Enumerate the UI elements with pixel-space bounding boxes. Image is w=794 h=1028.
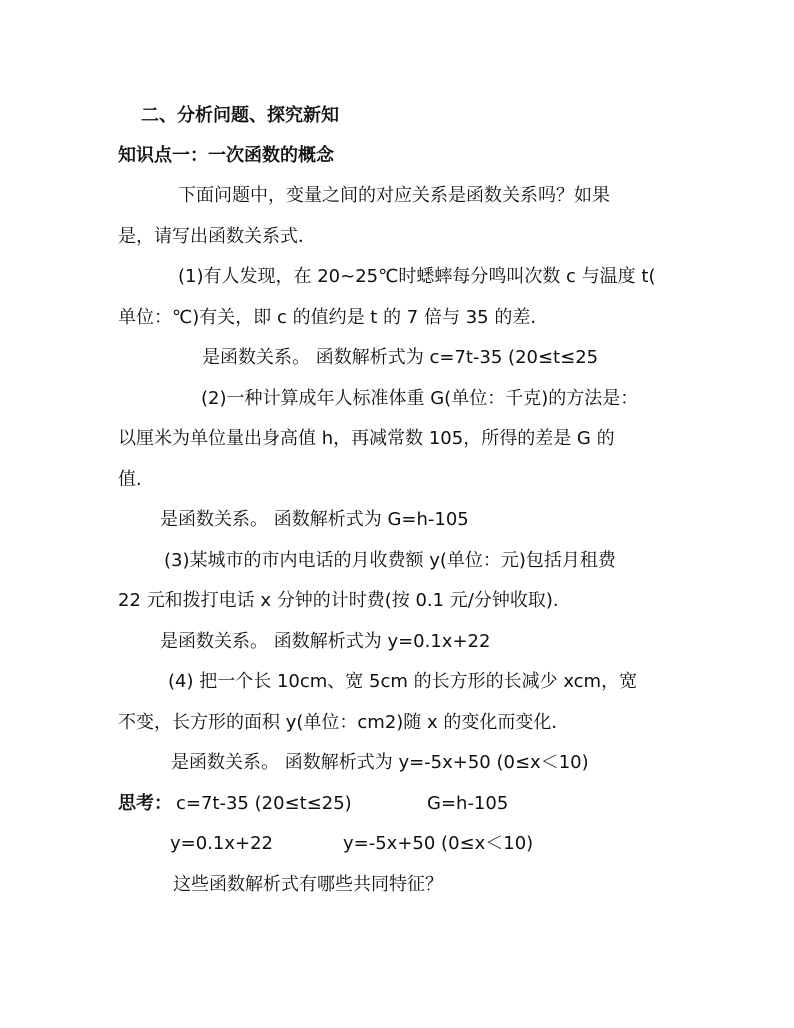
knowledge-point-heading: 知识点一：一次函数的概念	[118, 145, 334, 166]
problem-3-line-1: (3)某城市的市内电话的月收费额 y(单位：元)包括月租费	[164, 550, 616, 571]
section-heading: 二、分析问题、探究新知	[141, 105, 339, 126]
problem-1-line-2: 单位：℃)有关，即 c 的值约是 t 的 7 倍与 35 的差.	[118, 307, 537, 328]
think-question: 这些函数解析式有哪些共同特征？	[173, 874, 443, 895]
problem-4-line-2: 不变，长方形的面积 y(单位：cm2)随 x 的变化而变化．	[118, 712, 570, 733]
problem-4-answer: 是函数关系。 函数解析式为 y=-5x+50 (0≤x＜10)	[171, 752, 589, 773]
problem-2-answer: 是函数关系。 函数解析式为 G=h-105	[160, 509, 469, 530]
problem-2-line-1: (2)一种计算成年人标准体重 G(单位：千克)的方法是：	[201, 388, 639, 409]
problem-3-line-2: 22 元和拨打电话 x 分钟的计时费(按 0.1 元/分钟收取).	[118, 590, 559, 611]
problem-2-line-3: 值.	[118, 469, 142, 490]
problem-3-answer: 是函数关系。 函数解析式为 y=0.1x+22	[160, 631, 491, 652]
think-label: 思考：	[118, 793, 172, 814]
intro-line-1: 下面问题中，变量之间的对应关系是函数关系吗？如果	[178, 185, 610, 206]
think-formula-3: y=0.1x+22	[170, 833, 273, 854]
think-formula-2: G=h-105	[427, 793, 509, 814]
problem-1-line-1: (1)有人发现，在 20~25℃时蟋蟀每分鸣叫次数 c 与温度 t(	[178, 266, 656, 287]
intro-line-2: 是，请写出函数关系式．	[118, 226, 316, 247]
problem-2-line-2: 以厘米为单位量出身高值 h，再减常数 105，所得的差是 G 的	[118, 428, 615, 449]
problem-1-answer: 是函数关系。 函数解析式为 c=7t-35 (20≤t≤25	[202, 347, 599, 368]
think-formula-1: c=7t-35 (20≤t≤25)	[176, 793, 352, 814]
problem-4-line-1: (4) 把一个长 10cm、宽 5cm 的长方形的长减少 xcm，宽	[168, 671, 638, 692]
think-formula-4: y=-5x+50 (0≤x＜10)	[343, 833, 534, 854]
